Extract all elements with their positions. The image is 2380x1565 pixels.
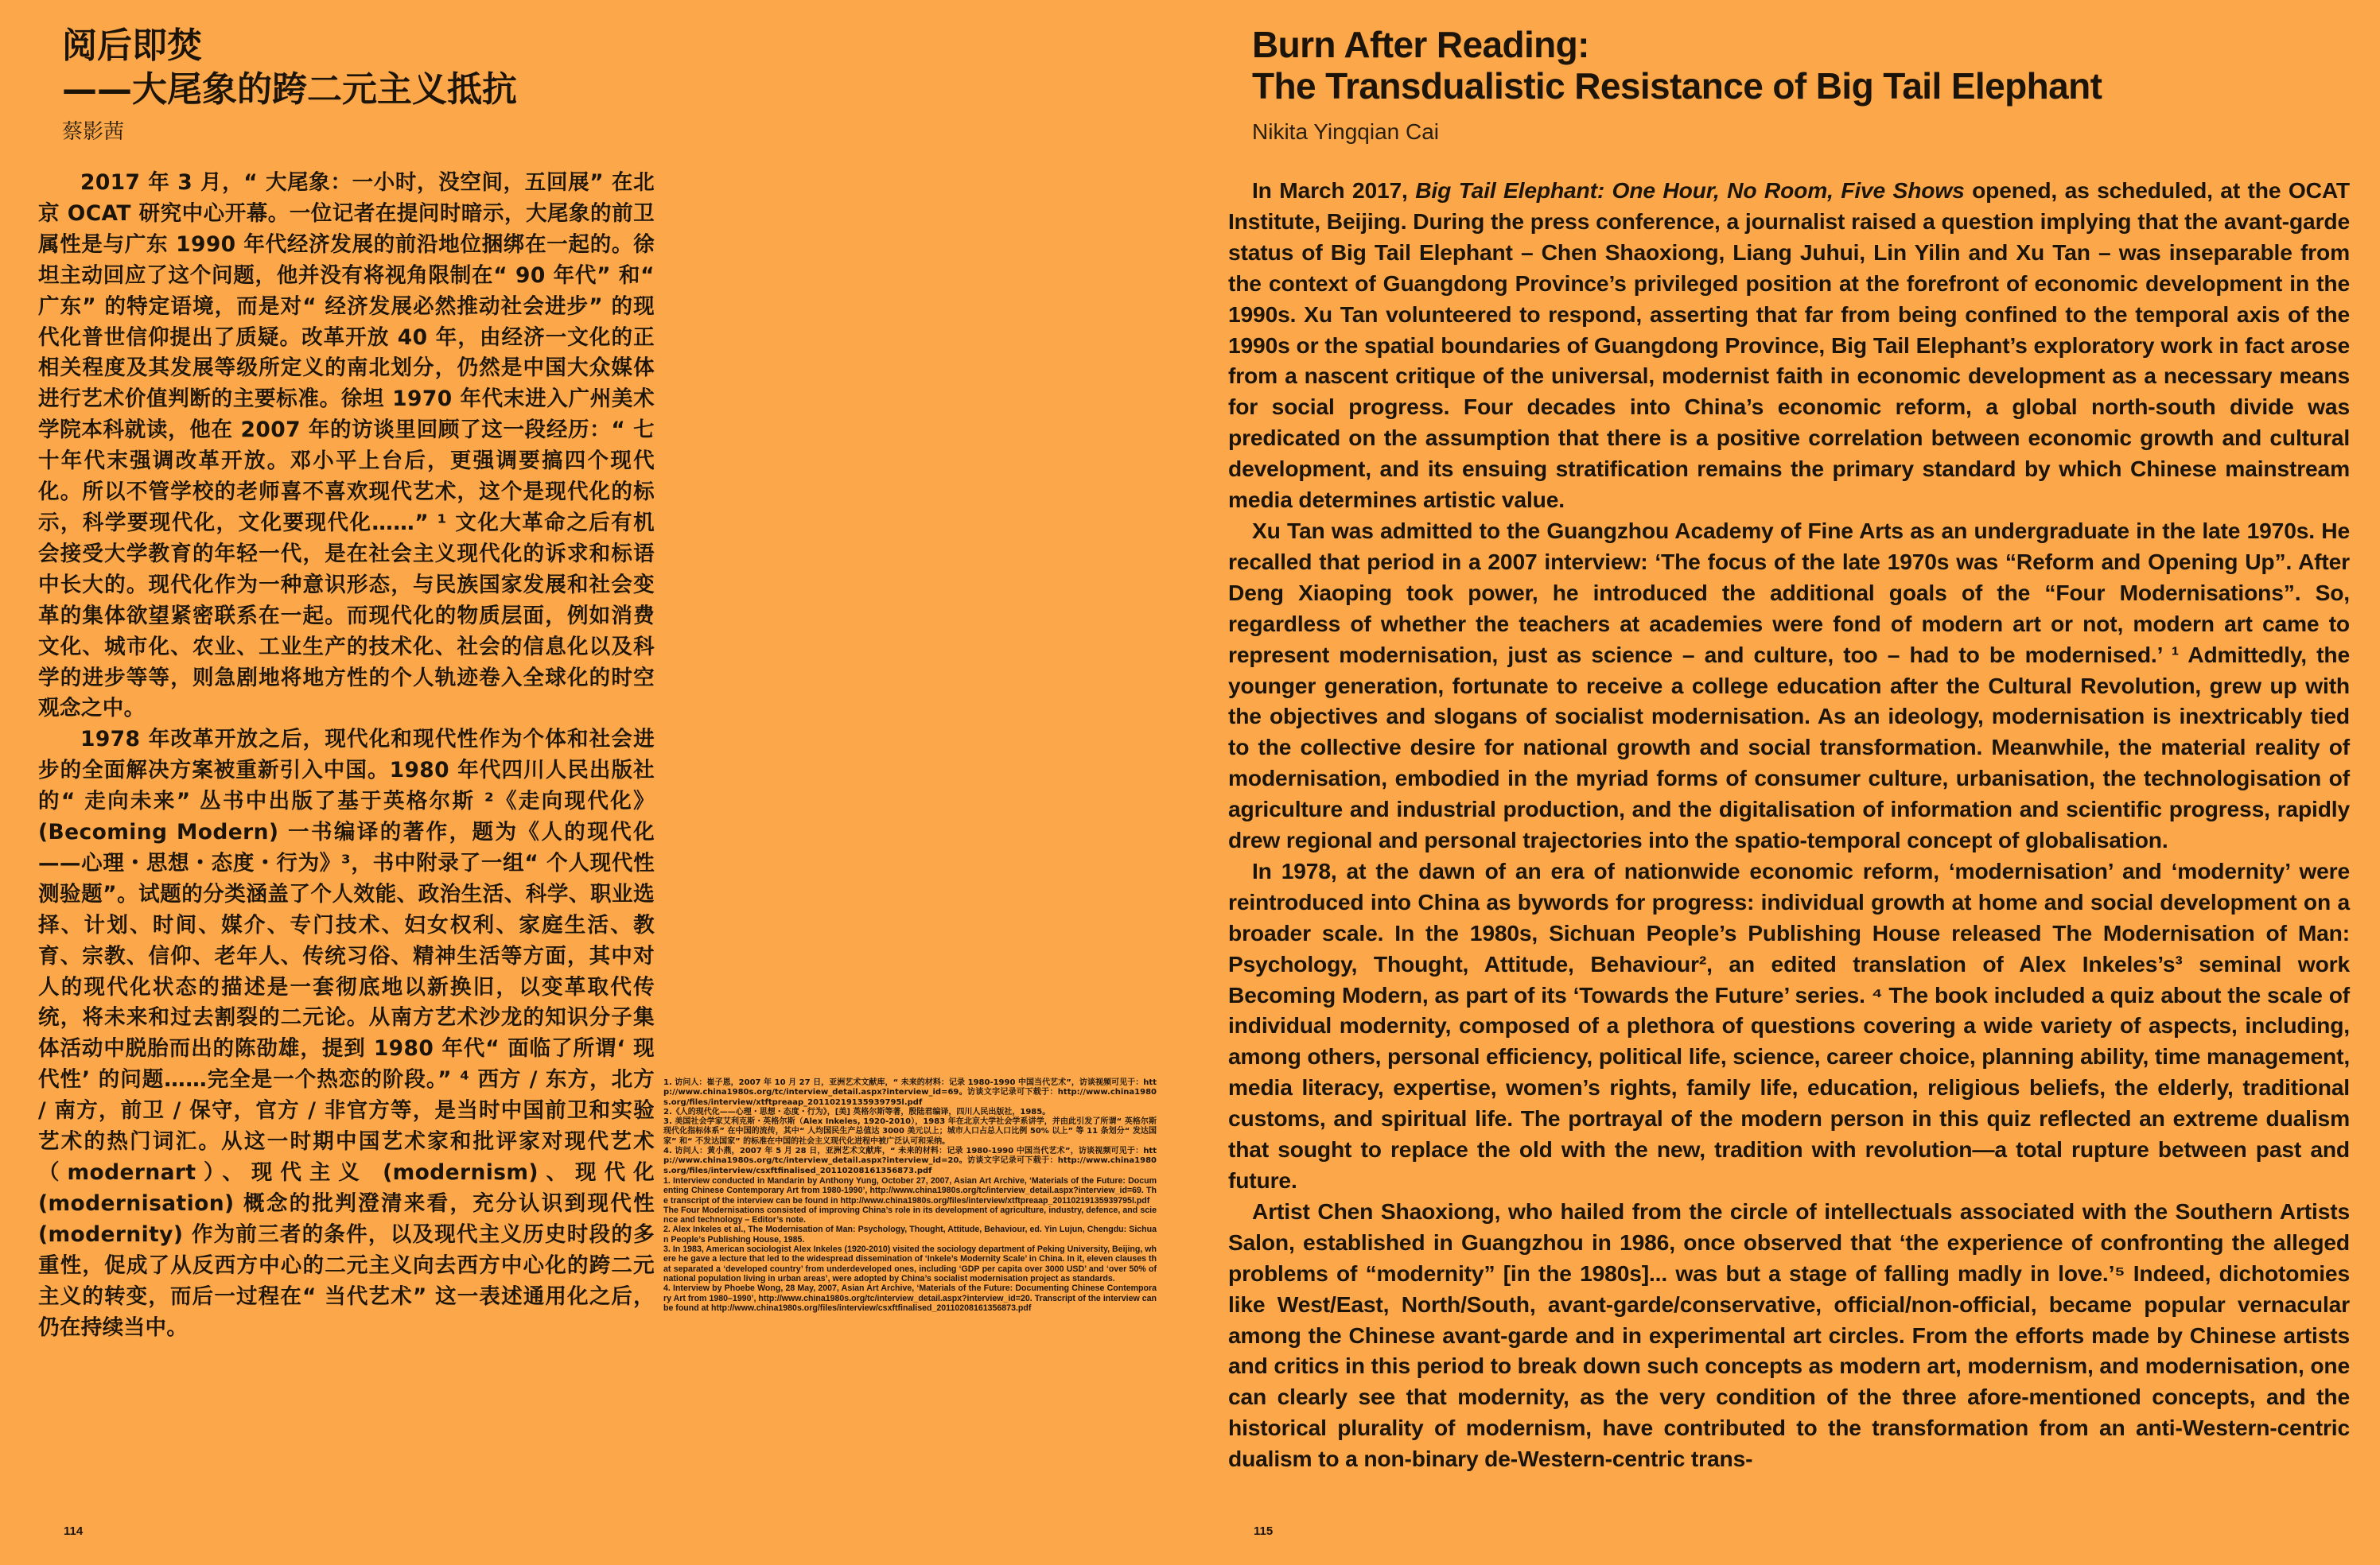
footnote-cn-1: 1. 访问人：崔子恩，2007 年 10 月 27 日，亚洲艺术文献库，“ 未来的材料：记录 1980-1990 中国当代艺术”，访谈视频可见于：http://www.china1980s.org/tc/interview_detail.aspx?interview_id=69。访谈文字记录可下载于：http://www.china1980s.org/files/interview/xtftpreaap_20110219135939795l.pdf <box>663 1078 1157 1107</box>
chinese-body <box>38 168 655 1343</box>
chinese-title <box>62 24 517 111</box>
english-title <box>1252 24 2102 107</box>
footnotes <box>663 1078 1157 1313</box>
p1-rest: opened, as scheduled, at the OCAT Institute, Beijing. During the press conference, a journalist raised a question implying that the avant-garde status of Big Tail Elephant – Chen Shaoxiong, Liang Juhui, Lin Yilin and Xu Tan – was inseparable from the context of Guangdong Province’s privileged position at the forefront of economic development in the 1990s. Xu Tan volunteered to respond, asserting that far from being confined to the temporal axis of the 1990s or the spatial boundaries of Guangdong Province, Big Tail Elephant’s exploratory work in fact arose from a nascent critique of the universal, modernist faith in economic development as a necessary means for social progress. Four decades into China’s economic reform, a global north-south divide was predicated on the assumption that there is a positive correlation between economic growth and cultural development, and its ensuing stratification remains the primary standard by which Chinese mainstream media determines artistic value. <box>1228 177 2350 513</box>
english-title-line1: Burn After Reading: <box>1252 24 1589 65</box>
page-number-right: 115 <box>1254 1524 1274 1538</box>
footnote-en-2: 2. Alex Inkeles et al., The Modernisation of Man: Psychology, Thought, Attitude, Behaviour, ed. Yin Lujun, Chengdu: Sichuan People’s Publishing House, 1985. <box>663 1225 1157 1245</box>
footnote-en-editor: The Four Modernisations consisted of improving China’s role in its development of agriculture, industry, defence, and science and technology – Editor’s note. <box>663 1205 1157 1225</box>
english-author: Nikita Yingqian Cai <box>1252 119 1440 144</box>
chinese-paragraph-1: 2017 年 3 月，“ 大尾象：一小时，没空间，五回展” 在北京 OCAT 研究中心开幕。一位记者在提问时暗示，大尾象的前卫属性是与广东 1990 年代经济发展的前沿地位捆绑在一起的。徐坦主动回应了这个问题，他并没有将视角限制在“ 90 年代” 和“ 广东” 的特定语境，而是对“ 经济发展必然推动社会进步” 的现代化普世信仰提出了质疑。改革开放 40 年，由经济一文化的正相关程度及其发展等级所定义的南北划分，仍然是中国大众媒体进行艺术价值判断的主要标准。徐坦 1970 年代末进入广州美术学院本科就读，他在 2007 年的访谈里回顾了这一段经历：“ 七十年代末强调改革开放。邓小平上台后，更强调要搞四个现代化。所以不管学校的老师喜不喜欢现代艺术，这个是现代化的标示，科学要现代化，文化要现代化……” ¹ 文化大革命之后有机会接受大学教育的年轻一代，是在社会主义现代化的诉求和标语中长大的。现代化作为一种意识形态，与民族国家发展和社会变革的集体欲望紧密联系在一起。而现代化的物质层面，例如消费文化、城市化、农业、工业生产的技术化、社会的信息化以及科学的进步等等，则急剧地将地方性的个人轨迹卷入全球化的时空观念之中。 <box>38 170 655 721</box>
footnote-cn-4: 4. 访问人：黄小燕，2007 年 5 月 28 日，亚洲艺术文献库，“ 未来的材料：记录 1980-1990 中国当代艺术”，访谈视频可见于：http://www.china1980s.org/tc/interview_detail.aspx?interview_id=20。访谈文字记录可下载于：http://www.china1980s.org/files/interview/csxftfinalised_20110208161356873.pdf <box>663 1147 1157 1175</box>
footnote-cn-3: 3. 美国社会学家艾利克斯・英格尔斯（Alex Inkeles, 1920-2010），1983 年在北京大学社会学系讲学，并由此引发了所谓“ 英格尔斯现代化指标体系” 在中国的流传，其中“ 人均国民生产总值达 3000 美元以上；城市人口占总人口比例 50% 以上” 等 11 条划分“ 发达国家” 和“ 不发达国家” 的标准在中国的社会主义现代化进程中被广泛认可和采纳。 <box>663 1117 1157 1146</box>
right-page-english <box>1190 0 2380 1565</box>
page-number-left: 114 <box>64 1524 84 1538</box>
chinese-paragraph-2: 1978 年改革开放之后，现代化和现代性作为个体和社会进步的全面解决方案被重新引入中国。1980 年代四川人民出版社的“ 走向未来” 丛书中出版了基于英格尔斯 ²《走向现代化》(Becoming Modern) 一书编译的著作，题为《人的现代化——心理・思想・态度・行为》³，书中附录了一组“ 个人现代性测验题”。试题的分类涵盖了个人效能、政治生活、科学、职业选择、计划、时间、媒介、专门技术、妇女权利、家庭生活、教育、宗教、信仰、老年人、传统习俗、精神生活等方面，其中对人的现代化状态的描述是一套彻底地以新换旧，以变革取代传统，将未来和过去割裂的二元论。从南方艺术沙龙的知识分子集体活动中脱胎而出的陈劭雄，提到 1980 年代“ 面临了所谓‘ 现代性’ 的问题……完全是一个热恋的阶段。” ⁴ 西方 / 东方，北方 / 南方，前卫 / 保守，官方 / 非官方等，是当时中国前卫和实验艺术的热门词汇。从这一时期中国艺术家和批评家对现代艺术（modernart）、现代主义 (modernism)、现代化 (modernisation) 概念的批判澄清来看，充分认识到现代性 (modernity) 作为前三者的条件，以及现代主义历史时段的多重性，促成了从反西方中心的二元主义向去西方中心化的跨二元主义的转变，而后一过程在“ 当代艺术” 这一表述通用化之后，仍在持续当中。 <box>38 727 655 1340</box>
chinese-title-line1: 阅后即焚 <box>62 25 202 66</box>
english-title-line2: The Transdualistic Resistance of Big Tail Elephant <box>1252 65 2102 107</box>
english-body <box>1228 175 2350 1474</box>
footnote-en-3: 3. In 1983, American sociologist Alex Inkeles (1920-2010) visited the sociology department of Peking University, Beijing, where he gave a lecture that led to the widespread dissemination of ‘Inkele’s Modernity Scale’ in China. In it, eleven clauses that separated a ‘developed country’ from underdeveloped ones, including ‘GDP per capita over 3000 USD’ and ‘over 50% of national population living in urban areas’, were adopted by China’s socialist modernisation project as standards. <box>663 1245 1157 1283</box>
footnote-en-1: 1. Interview conducted in Mandarin by Anthony Yung, October 27, 2007, Asian Art Archive, ‘Materials of the Future: Documenting Chinese Contemporary Art from 1980-1990’, http://www.china1980s.org/tc/interview_detail.aspx?interview_id=69. The transcript of the interview can be found in http://www.china1980s.org/files/interview/xtftpreaap_20110219135939795l.pdf <box>663 1175 1157 1206</box>
footnote-cn-2: 2.《人的现代化——心理・思想・态度・行为》，[美] 英格尔斯等著，殷陆君编译，四川人民出版社，1985。 <box>663 1107 1051 1116</box>
english-paragraph-3: In 1978, at the dawn of an era of nationwide economic reform, ‘modernisation’ and ‘modernity’ were reintroduced into China as bywords for progress: individual growth at home and social development on a broader scale. In the 1980s, Sichuan People’s Publishing House released The Modernisation of Man: Psychology, Thought, Attitude, Behaviour², an edited translation of Alex Inkeles’s³ seminal work Becoming Modern, as part of its ‘Towards the Future’ series. ⁴ The book included a quiz about the scale of individual modernity, composed of a plethora of questions covering a wide variety of aspects, including, among others, personal efficiency, political life, science, career choice, planning ability, time management, media literacy, expertise, women’s rights, family life, education, religious beliefs, the elderly, traditional customs, and spiritual life. The portrayal of the modern person in this quiz reflected an extreme dualism that sought to replace the old with the new, tradition with revolution—a total rupture between past and future. <box>1228 857 2350 1193</box>
p1-prefix: In March 2017, <box>1252 177 1416 203</box>
chinese-author: 蔡影茜 <box>62 120 125 144</box>
footnote-en-4: 4. Interview by Phoebe Wong, 28 May, 2007, Asian Art Archive, ‘Materials of the Future: Documenting Chinese Contemporary Art from 1980–1990’, http://www.china1980s.org/tc/interview_detail.aspx?interview_id=20. Transcript of the interview can be found at http://www.china1980s.org/files/interview/csxftfinalised_20110208161356873.pdf <box>663 1283 1157 1313</box>
exhibition-title-italic: Big Tail Elephant: One Hour, No Room, Five Shows <box>1415 177 1965 203</box>
english-paragraph-4: Artist Chen Shaoxiong, who hailed from the circle of intellectuals associated with the Southern Artists Salon, established in Guangzhou in 1986, once observed that ‘the experience of confronting the alleged problems of “modernity” [in the 1980s]... was but a stage of falling madly in love.’⁵ Indeed, dichotomies like West/East, North/South, avant-garde/conservative, official/non-official, became popular vernacular among the Chinese avant-garde and in experimental art circles. From the efforts made by Chinese artists and critics in this period to break down such concepts as modern art, modernism, and modernisation, one can clearly see that modernity, as the very condition of the three afore-mentioned concepts, and the historical plurality of modernism, have contributed to the transformation from an anti-Western-centric dualism to a non-binary de-Western-centric trans- <box>1228 1198 2350 1472</box>
english-paragraph-2: Xu Tan was admitted to the Guangzhou Academy of Fine Arts as an undergraduate in the late 1970s. He recalled that period in a 2007 interview: ‘The focus of the late 1970s was “Reform and Opening Up”. After Deng Xiaoping took power, he introduced the additional goals of the “Four Modernisations”. So, regardless of whether the teachers at academies were fond of modern art or not, modern art came to represent modernisation, just as science – and culture, too – had to be modernised.’ ¹ Admittedly, the younger generation, fortunate to receive a college education after the Cultural Revolution, grew up with the objectives and slogans of socialist modernisation. As an ideology, modernisation is inextricably tied to the collective desire for national growth and social transformation. Meanwhile, the material reality of modernisation, embodied in the myriad forms of consumer culture, urbanisation, the technologisation of agriculture and industrial production, and the digitalisation of information and scientific progress, rapidly drew regional and personal trajectories into the spatio-temporal concept of globalisation. <box>1228 517 2350 853</box>
chinese-title-line2: ——大尾象的跨二元主义抵抗 <box>62 69 517 110</box>
english-paragraph-1 <box>1228 175 2350 515</box>
